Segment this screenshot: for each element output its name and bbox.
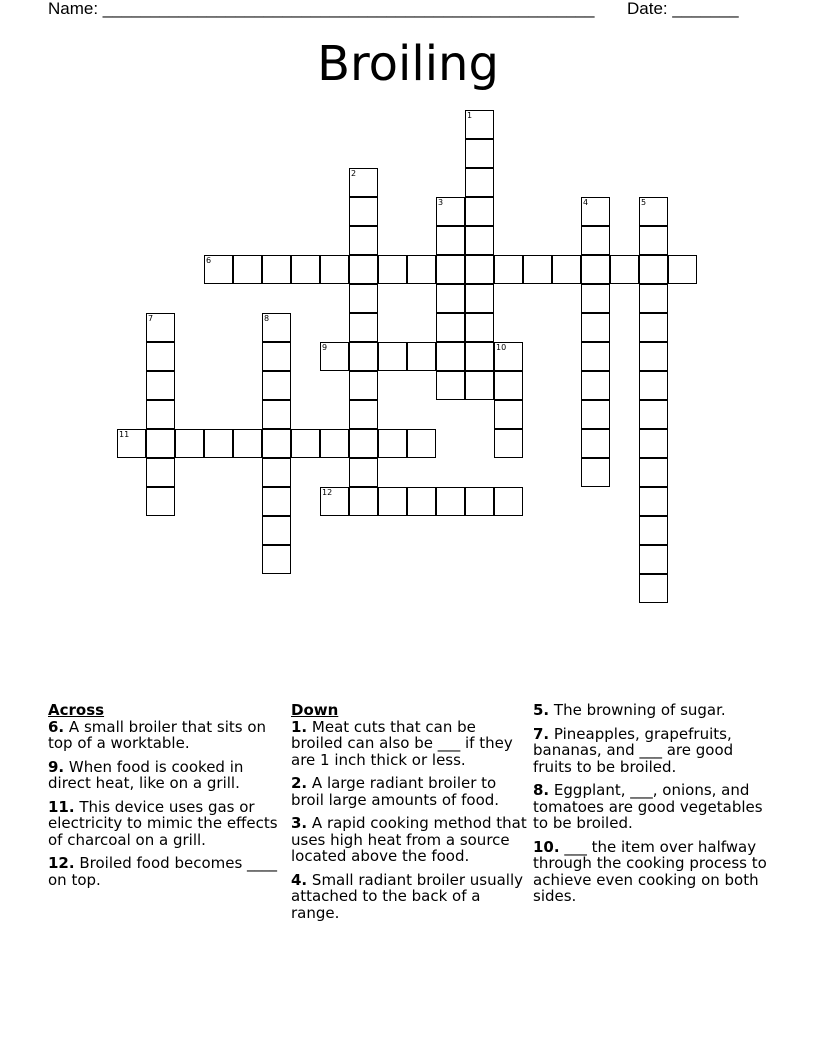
grid-cell[interactable] (465, 487, 494, 516)
grid-cell[interactable] (639, 226, 668, 255)
grid-cell[interactable] (494, 400, 523, 429)
grid-cell[interactable] (204, 429, 233, 458)
clue-across-12 (48, 855, 284, 888)
grid-cell[interactable] (407, 255, 436, 284)
grid-cell[interactable] (494, 371, 523, 400)
grid-cell[interactable] (639, 516, 668, 545)
grid-cell[interactable] (436, 487, 465, 516)
grid-cell[interactable] (378, 255, 407, 284)
clue-text: A small broiler that sits on top of a worktable. (48, 717, 267, 752)
grid-cell[interactable] (465, 197, 494, 226)
cell-number: 12 (322, 488, 333, 497)
clue-text: Small radiant broiler usually attached to the back of a range. (291, 870, 524, 922)
clue-number: 4. (291, 870, 308, 889)
clue-across-6 (48, 719, 284, 752)
grid-cell[interactable] (291, 255, 320, 284)
grid-cell[interactable] (639, 284, 668, 313)
grid-cell[interactable] (581, 371, 610, 400)
clue-text: Eggplant, ___, onions, and tomatoes are good vegetables to be broiled. (533, 781, 763, 832)
down-clues-continued (533, 702, 769, 912)
cell-number: 6 (206, 256, 212, 265)
clue-text: When food is cooked in direct heat, like on a grill. (48, 757, 244, 792)
grid-cell[interactable] (465, 371, 494, 400)
grid-cell[interactable] (204, 255, 233, 284)
clue-across-9 (48, 759, 284, 792)
grid-cell[interactable] (349, 226, 378, 255)
cell-number: 5 (641, 198, 647, 207)
across-clues (48, 702, 284, 895)
clue-text: ___ the item over halfway through the cooking process to achieve even cooking on both sides. (533, 837, 767, 905)
grid-cell[interactable] (610, 255, 639, 284)
clue-text: This device uses gas or electricity to mimic the effects of charcoal on a grill. (48, 797, 278, 849)
grid-cell[interactable] (465, 139, 494, 168)
grid-cell[interactable] (552, 255, 581, 284)
grid-cell[interactable] (639, 545, 668, 574)
cell-number: 3 (438, 198, 444, 207)
cell-number: 8 (264, 314, 270, 323)
grid-cell[interactable] (581, 429, 610, 458)
grid-cell[interactable] (436, 226, 465, 255)
clue-number: 12. (48, 854, 75, 872)
grid-cell[interactable] (465, 284, 494, 313)
grid-cell[interactable] (349, 400, 378, 429)
grid-cell[interactable] (465, 168, 494, 197)
grid-cell[interactable] (581, 400, 610, 429)
grid-cell[interactable] (262, 342, 291, 371)
grid-cell[interactable] (146, 313, 175, 342)
grid-cell[interactable] (407, 487, 436, 516)
across-heading: Across (48, 701, 105, 719)
grid-cell[interactable] (378, 487, 407, 516)
clue-down-10 (533, 839, 769, 905)
grid-cell[interactable] (262, 487, 291, 516)
grid-cell[interactable] (146, 487, 175, 516)
grid-cell[interactable] (639, 574, 668, 603)
clue-down-7 (533, 726, 769, 776)
grid-cell[interactable] (349, 458, 378, 487)
grid-cell[interactable] (117, 429, 146, 458)
cell-number: 10 (496, 343, 507, 352)
page-title: Broiling (317, 36, 499, 92)
clue-down-3 (291, 815, 527, 865)
grid-cell[interactable] (465, 313, 494, 342)
cell-number: 7 (148, 314, 154, 323)
grid-cell[interactable] (581, 342, 610, 371)
clue-text: Meat cuts that can be broiled can also be ___ if they are 1 inch thick or less. (291, 717, 513, 769)
grid-cell[interactable] (349, 371, 378, 400)
clue-down-5 (533, 702, 769, 719)
clue-number: 7. (533, 724, 550, 743)
cell-number: 11 (119, 430, 130, 439)
grid-cell[interactable] (146, 429, 175, 458)
clue-number: 5. (533, 701, 550, 719)
grid-cell[interactable] (581, 255, 610, 284)
grid-cell[interactable] (494, 487, 523, 516)
grid-cell[interactable] (349, 342, 378, 371)
grid-cell[interactable] (349, 197, 378, 226)
grid-cell[interactable] (436, 313, 465, 342)
grid-cell[interactable] (436, 197, 465, 226)
grid-cell[interactable] (262, 400, 291, 429)
grid-cell[interactable] (262, 545, 291, 574)
grid-cell[interactable] (436, 284, 465, 313)
cell-number: 2 (351, 169, 357, 178)
grid-cell[interactable] (262, 371, 291, 400)
grid-cell[interactable] (320, 255, 349, 284)
grid-cell[interactable] (639, 429, 668, 458)
grid-cell[interactable] (146, 400, 175, 429)
grid-cell[interactable] (639, 400, 668, 429)
grid-cell[interactable] (320, 429, 349, 458)
grid-cell[interactable] (581, 197, 610, 226)
cell-number: 4 (583, 198, 589, 207)
grid-cell[interactable] (291, 429, 320, 458)
grid-cell[interactable] (262, 429, 291, 458)
grid-cell[interactable] (262, 255, 291, 284)
grid-cell[interactable] (639, 313, 668, 342)
grid-cell[interactable] (465, 226, 494, 255)
grid-cell[interactable] (349, 168, 378, 197)
grid-cell[interactable] (320, 342, 349, 371)
date-field-label: Date: _______ (627, 0, 739, 18)
grid-cell[interactable] (262, 313, 291, 342)
grid-cell[interactable] (349, 284, 378, 313)
grid-cell[interactable] (262, 458, 291, 487)
clue-number: 10. (533, 837, 560, 856)
grid-cell[interactable] (349, 429, 378, 458)
grid-cell[interactable] (581, 313, 610, 342)
clue-number: 6. (48, 717, 65, 736)
down-heading: Down (291, 701, 339, 719)
grid-cell[interactable] (349, 313, 378, 342)
grid-cell[interactable] (639, 458, 668, 487)
clue-text: Pineapples, grapefruits, bananas, and ___ are good fruits to be broiled. (533, 724, 734, 776)
grid-cell[interactable] (639, 487, 668, 516)
grid-cell[interactable] (436, 255, 465, 284)
grid-cell[interactable] (320, 487, 349, 516)
grid-cell[interactable] (465, 342, 494, 371)
clue-across-11 (48, 799, 284, 849)
clue-down-8 (533, 782, 769, 832)
grid-cell[interactable] (639, 197, 668, 226)
grid-cell[interactable] (233, 429, 262, 458)
clue-number: 2. (291, 774, 308, 792)
clue-number: 9. (48, 757, 65, 776)
grid-cell[interactable] (146, 458, 175, 487)
grid-cell[interactable] (494, 342, 523, 371)
cell-number: 1 (467, 111, 473, 120)
clue-text: A large radiant broiler to broil large amounts of food. (291, 774, 500, 809)
grid-cell[interactable] (378, 342, 407, 371)
grid-cell[interactable] (581, 226, 610, 255)
clue-number: 1. (291, 717, 308, 736)
clue-text: Broiled food becomes ____ on top. (48, 854, 278, 889)
grid-cell[interactable] (639, 255, 668, 284)
name-field-label: Name: ____________________________________________________ (48, 0, 595, 18)
grid-cell[interactable] (581, 284, 610, 313)
clue-down-2 (291, 775, 527, 808)
grid-cell[interactable] (407, 342, 436, 371)
grid-cell[interactable] (581, 458, 610, 487)
clue-number: 3. (291, 814, 308, 832)
grid-cell[interactable] (349, 255, 378, 284)
cell-number: 9 (322, 343, 328, 352)
grid-cell[interactable] (407, 429, 436, 458)
grid-cell[interactable] (262, 516, 291, 545)
clue-text: The browning of sugar. (553, 701, 726, 719)
grid-cell[interactable] (639, 342, 668, 371)
grid-cell[interactable] (146, 371, 175, 400)
clue-number: 8. (533, 781, 550, 799)
grid-cell[interactable] (175, 429, 204, 458)
grid-cell[interactable] (494, 255, 523, 284)
clue-down-1 (291, 719, 527, 769)
grid-cell[interactable] (465, 110, 494, 139)
grid-cell[interactable] (436, 342, 465, 371)
clue-number: 11. (48, 797, 75, 816)
grid-cell[interactable] (146, 342, 175, 371)
grid-cell[interactable] (494, 429, 523, 458)
grid-cell[interactable] (378, 429, 407, 458)
grid-cell[interactable] (639, 371, 668, 400)
grid-cell[interactable] (349, 487, 378, 516)
clue-down-4 (291, 872, 527, 922)
grid-cell[interactable] (465, 255, 494, 284)
grid-cell[interactable] (523, 255, 552, 284)
grid-cell[interactable] (668, 255, 697, 284)
grid-cell[interactable] (436, 371, 465, 400)
clue-text: A rapid cooking method that uses high heat from a source located above the food. (291, 814, 527, 865)
down-clues (291, 702, 527, 928)
grid-cell[interactable] (233, 255, 262, 284)
